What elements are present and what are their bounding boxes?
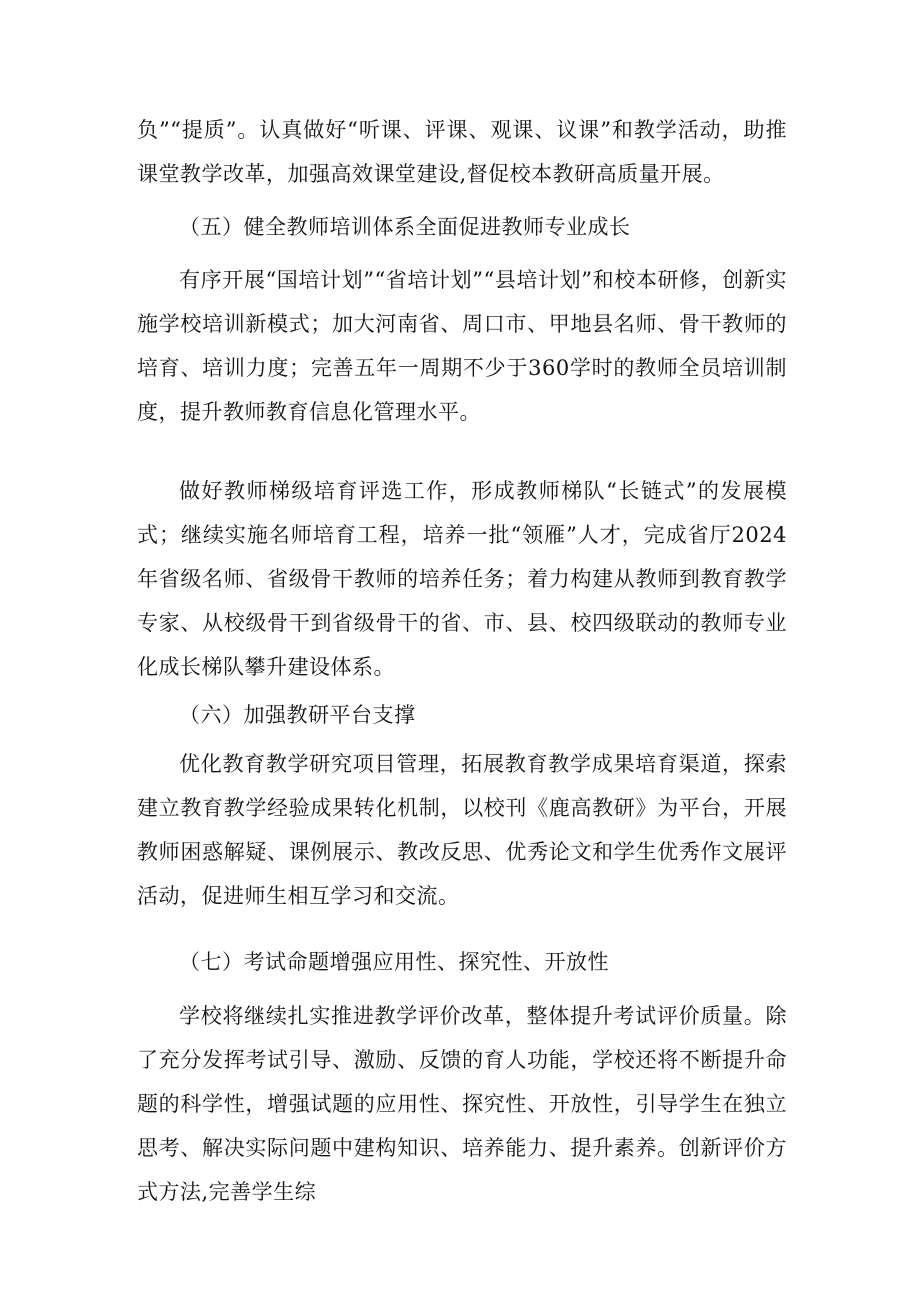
paragraph-tiered-cultivation: 做好教师梯级培育评选工作，形成教师梯队“长链式”的发展模式；继续实施名师培育工程，培养一批“领雁”人才，完成省厅2024年省级名师、省级骨干教师的培养任务；着力构建从教师到教育教学专家、从校级骨干到省级骨干的省、市、县、校四级联动的教师专业化成长梯队攀升建设体系。 bbox=[137, 479, 787, 679]
section-heading-five: （五）健全教师培训体系全面促进教师专业成长 bbox=[179, 215, 631, 239]
section-heading-seven: （七）考试命题增强应用性、探究性、开放性 bbox=[179, 950, 609, 974]
section-heading-six: （六）加强教研平台支撑 bbox=[179, 703, 416, 727]
paragraph-training-programs: 有序开展“国培计划”“省培计划”“县培计划”和校本研修，创新实施学校培训新模式；加大河南省、周口市、甲地县名师、骨干教师的培育、培训力度；完善五年一周期不少于360学时的教师全员培训制度，提升教师教育信息化管理水平。 bbox=[137, 268, 787, 424]
paragraph-continuation: 负”“提质”。认真做好“听课、评课、观课、议课”和教学活动，助推课堂教学改革，加强高效课堂建设,督促校本教研高质量开展。 bbox=[137, 118, 787, 186]
paragraph-research-platform: 优化教育教学研究项目管理，拓展教育教学成果培育渠道，探索建立教育教学经验成果转化机制，以校刊《鹿高教研》为平台，开展教师困惑解疑、课例展示、教改反思、优秀论文和学生优秀作文展评活动，促进师生相互学习和交流。 bbox=[137, 752, 787, 908]
paragraph-exam-reform: 学校将继续扎实推进教学评价改革，整体提升考试评价质量。除了充分发挥考试引导、激励、反馈的育人功能，学校还将不断提升命题的科学性，增强试题的应用性、探究性、开放性，引导学生在独立思考、解决实际问题中建构知识、培养能力、提升素养。创新评价方式方法,完善学生综 bbox=[137, 1004, 787, 1204]
